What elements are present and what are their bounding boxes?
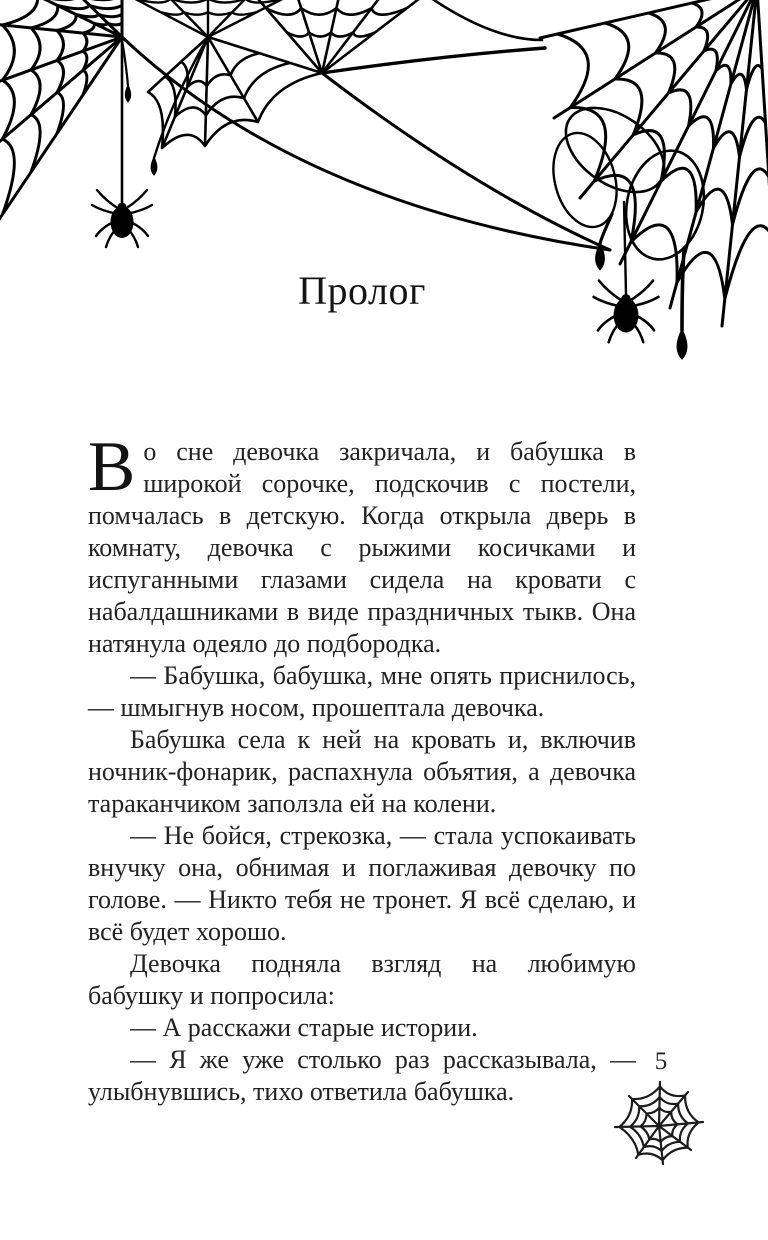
web-thread [322, 48, 545, 73]
drip-thread [682, 250, 684, 330]
web-fan-top-arcs [122, 0, 296, 37]
spider-web-decoration [0, 0, 768, 440]
web-loop [544, 126, 627, 234]
page-number: 5 [654, 1048, 668, 1075]
footer-web-path [615, 1082, 703, 1164]
drop-cap: В [88, 428, 136, 506]
web-fan-left [0, 0, 122, 230]
drip-thread [600, 214, 612, 244]
paragraph: — Я же уже столько раз рассказывала, — улыбнувшись, тихо ответила бабушка. [88, 1045, 636, 1106]
paragraph: Девочка подняла взгляд на любимую бабушку и попросила: [88, 949, 636, 1010]
web-thread [428, 0, 542, 40]
chapter-title: Пролог [298, 268, 426, 313]
small-spider-web-icon [595, 1070, 725, 1180]
paragraph [88, 428, 636, 660]
web-curtain [148, 37, 322, 148]
paragraph-text: о сне девочка закричала, и бабушка в широкой сорочке, подскочив с постели, помчалась в детскую. Когда открыла дверь в комнату, девочка с рыжими косичками и испуганными глазами сидела на кровати с набалдашниками в виде праздничных тыкв. Она натянула одеяло до подбородка. [88, 437, 636, 658]
body-text [88, 428, 636, 1108]
paragraph: Бабушка села к ней на кровать и, включив ночник-фонарик, распахнула объятия, а девочка тараканчиком заползла ей на колени. [88, 725, 636, 818]
paragraph: — Бабушка, бабушка, мне опять приснилось, — шмыгнув носом, прошептала девочка. [88, 661, 636, 722]
web-thread [322, 73, 610, 250]
paragraph: — Не бойся, стрекозка, — стала успокаивать внучку она, обнимая и поглаживая девочку по голове. — Никто тебя не тронет. Я всё сделаю, и всё будет хорошо. [88, 821, 636, 946]
paragraph: — А расскажи старые истории. [130, 1013, 478, 1042]
